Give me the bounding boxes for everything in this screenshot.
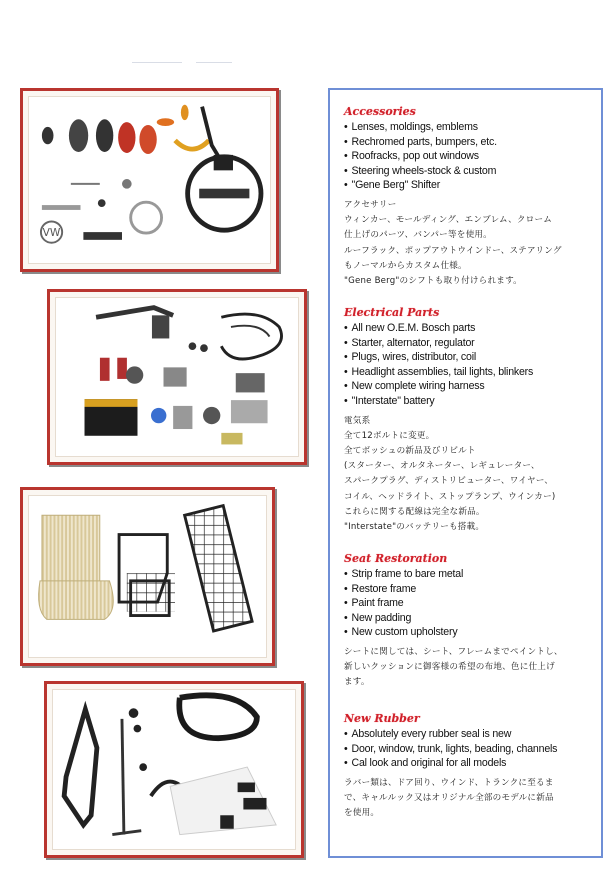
decorative-rule (132, 62, 182, 63)
list-item: • Lenses, moldings, emblems (344, 120, 594, 135)
list-item: • Cal look and original for all models (344, 756, 594, 771)
seat-restoration-photo (20, 487, 275, 666)
text-line: 全てボッシュの新品及びリビルト (344, 445, 476, 456)
list-item: • Restore frame (344, 582, 594, 597)
text-line: ウィンカー、モールディング、エンブレム、クローム (344, 215, 553, 226)
text-line: 電気系 (344, 415, 371, 426)
section-title: Seat Restoration (344, 552, 448, 565)
text-line: 仕上げのパーツ、バンパー等を使用。 (344, 230, 492, 241)
text-line: 新しいクッションに御客様の希望の布地、色に仕上げ (344, 662, 555, 673)
list-item: • Starter, alternator, regulator (344, 336, 594, 351)
text-line: ルーフラック、ポップアウトウインドー、ステアリング (344, 245, 562, 256)
bullet-list (344, 727, 594, 771)
text-line: "Gene Berg"のシフトも取り付けられます。 (344, 275, 522, 286)
text-line: アクセサリー (344, 199, 397, 210)
japanese-description (344, 776, 594, 822)
bullet-list (344, 321, 594, 409)
accessories-photo (20, 88, 279, 272)
accessories-illustration (29, 97, 270, 263)
section-title: New Rubber (344, 712, 420, 725)
list-item: • New complete wiring harness (344, 379, 594, 394)
text-line: スパークプラグ、ディストリビューター、ワイヤー、 (344, 476, 554, 487)
text-line: 全て12ボルトに変更。 (344, 430, 435, 441)
rubber-seals-photo (44, 681, 304, 858)
list-item: • Headlight assemblies, tail lights, blinkers (344, 365, 594, 380)
list-item: • Door, window, trunk, lights, beading, channels (344, 742, 594, 757)
list-item: • "Gene Berg" Shifter (344, 178, 594, 193)
seat-restoration-section (344, 552, 594, 691)
text-line: コイル、ヘッドライト、ストップランプ、ウインカー) (344, 491, 556, 502)
japanese-description (344, 645, 594, 691)
list-item: • Roofracks, pop out windows (344, 149, 594, 164)
svg-text:VW: VW (42, 225, 61, 239)
japanese-description (344, 198, 594, 289)
description-panel (328, 88, 603, 858)
text-line: (スターター、オルタネーター、レギュレーター、 (344, 461, 540, 472)
text-line: シートに関しては、シート、フレームまでペイントし、 (344, 646, 563, 657)
text-line: もノーマルからカスタム仕様。 (344, 260, 467, 271)
list-item: • New custom upholstery (344, 625, 594, 640)
bullet-list (344, 120, 594, 193)
bullet-list (344, 567, 594, 640)
japanese-description (344, 414, 594, 536)
text-line: ます。 (344, 677, 370, 688)
electrical-parts-illustration (56, 298, 298, 456)
list-item: • Plugs, wires, distributor, coil (344, 350, 594, 365)
accessories-section (344, 105, 594, 289)
rubber-seals-illustration (53, 690, 295, 849)
text-line: "Interstate"のバッテリーも搭載。 (344, 521, 485, 532)
list-item: • New padding (344, 611, 594, 626)
list-item: • Strip frame to bare metal (344, 567, 594, 582)
list-item: • Absolutely every rubber seal is new (344, 727, 594, 742)
list-item: • Paint frame (344, 596, 594, 611)
text-line: これらに関する配線は完全な新品。 (344, 506, 485, 517)
list-item: • Rechromed parts, bumpers, etc. (344, 135, 594, 150)
decorative-rule (196, 62, 232, 63)
list-item: • All new O.E.M. Bosch parts (344, 321, 594, 336)
text-line: ラバー類は、ドア回り、ウインド、トランクに至るま (344, 777, 554, 788)
list-item: • "Interstate" battery (344, 394, 594, 409)
electrical-parts-section (344, 306, 594, 535)
section-title: Electrical Parts (344, 306, 440, 319)
new-rubber-section (344, 712, 594, 821)
text-line: で、キャルルック又はオリジナル全部のモデルに新品 (344, 792, 554, 803)
text-line: を使用。 (344, 808, 380, 819)
seat-restoration-illustration (29, 496, 266, 657)
electrical-parts-photo (47, 289, 307, 465)
list-item: • Steering wheels-stock & custom (344, 164, 594, 179)
section-title: Accessories (344, 105, 416, 118)
